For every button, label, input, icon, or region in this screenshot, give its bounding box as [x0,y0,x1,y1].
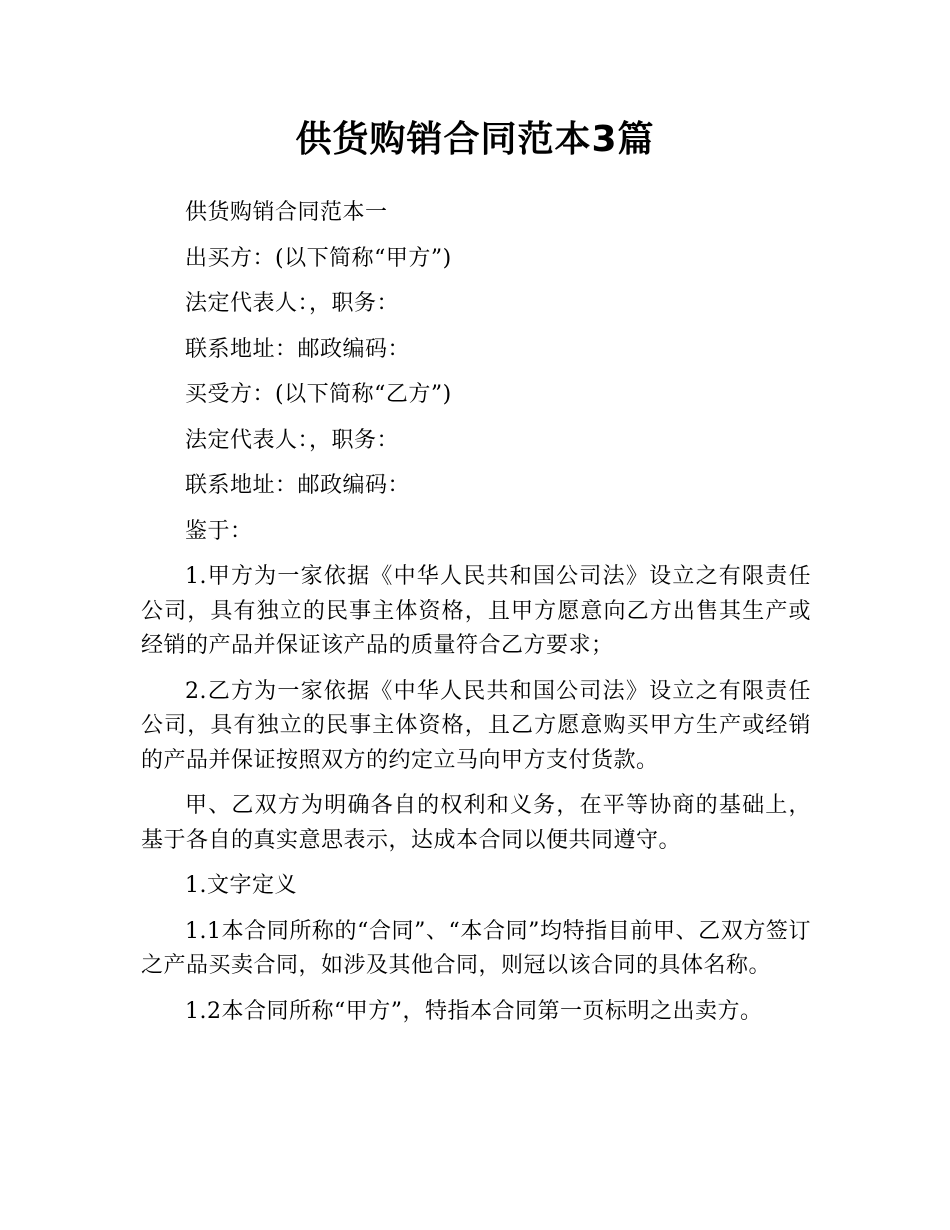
buyer-address-line: 联系地址：邮政编码： [185,473,411,498]
seller-address-line: 联系地址：邮政编码： [185,336,411,362]
buyer-line: 买受方：(以下简称“乙方”) [185,382,452,407]
clause-paragraph: 1.甲方为一家依据《中华人民共和国公司法》设立之有限责任公司，具有独立的民事主体资格，且甲方愿意向乙方出售其生产或经销的产品并保证该产品的质量符合乙方要求； [141,564,811,658]
clause-paragraph: 2.乙方为一家依据《中华人民共和国公司法》设立之有限责任公司，具有独立的民事主体资格，且乙方愿意购买甲方生产或经销的产品并保证按照双方的约定立马向甲方支付货款。 [141,678,811,773]
whereas-line: 鉴于： [185,518,253,544]
clause-heading: 1.文字定义 [185,873,297,898]
section-heading: 供货购销合同范本一 [185,200,388,225]
clause-paragraph: 1.1本合同所称的“合同”、“本合同”均特指目前甲、乙双方签订之产品买卖合同，如涉及其他合同，则冠以该合同的具体名称。 [141,918,811,978]
seller-representative-line: 法定代表人：，职务： [185,291,400,316]
clause-paragraph: 1.2本合同所称“甲方”，特指本合同第一页标明之出卖方。 [185,998,763,1024]
document-body [141,196,811,1040]
document-title: 供货购销合同范本3篇 [295,119,655,160]
clause-paragraph: 甲、乙双方为明确各自的权利和义务，在平等协商的基础上，基于各自的真实意思表示，达成本合同以便共同遵守。 [141,793,811,853]
buyer-representative-line: 法定代表人：，职务： [185,427,400,453]
seller-line: 出买方：(以下简称“甲方”) [185,245,452,271]
